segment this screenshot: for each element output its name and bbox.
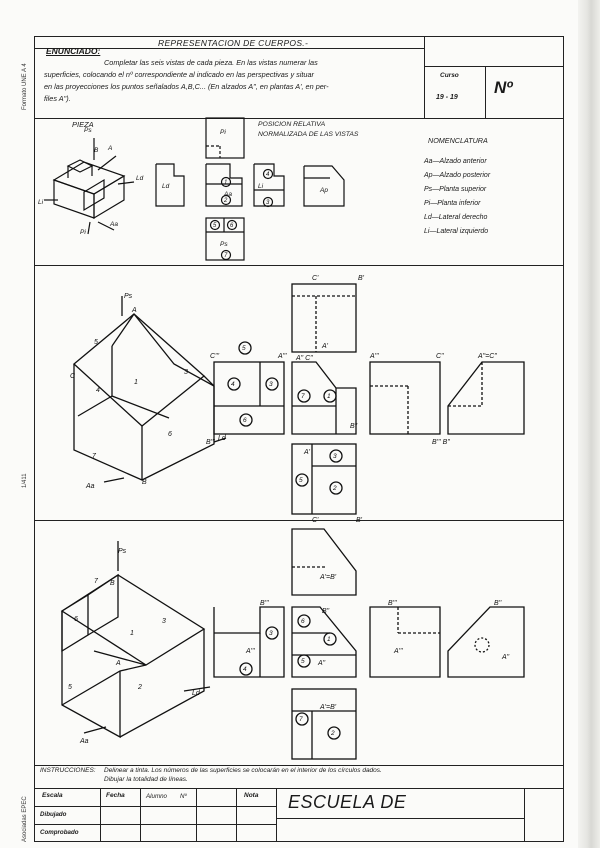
svg-text:6: 6: [230, 223, 234, 229]
page-title: REPRESENTACION DE CUERPOS.-: [158, 38, 309, 48]
curso-value: 19 - 19: [436, 94, 458, 101]
view-ps-label: Ps: [220, 241, 228, 248]
tb-row: [276, 818, 524, 819]
nomenclatura-item: Ps—Planta superior: [424, 186, 487, 193]
enunciado-line-4: files A").: [44, 94, 71, 103]
tb-alumno: Alumno: [146, 793, 167, 800]
svg-text:Ld: Ld: [192, 690, 200, 697]
svg-text:6: 6: [301, 618, 305, 625]
svg-text:3: 3: [269, 630, 273, 637]
view-ap-label: Ap: [320, 187, 328, 194]
tb-col: [140, 788, 141, 842]
svg-text:5: 5: [68, 684, 72, 691]
pieza-ld-label: Ld: [136, 175, 144, 182]
svg-text:Aa: Aa: [80, 738, 89, 745]
svg-text:Ps: Ps: [118, 548, 127, 555]
svg-text:A": A": [502, 654, 510, 661]
svg-text:7: 7: [94, 578, 98, 585]
tb-col: [524, 788, 525, 842]
svg-text:B''': B''': [388, 600, 397, 607]
svg-text:B": B": [322, 608, 330, 615]
title-block-top: [34, 788, 564, 789]
tb-school: ESCUELA DE: [288, 792, 407, 812]
view-pi-label: Pi: [220, 129, 226, 136]
svg-text:B''': B''': [260, 600, 269, 607]
svg-text:A": A": [318, 660, 326, 667]
pieza-point-a: A: [108, 145, 113, 152]
svg-text:B': B': [356, 517, 363, 524]
view-aa-label: Aa: [224, 191, 232, 198]
svg-text:1: 1: [327, 636, 331, 643]
nomenclatura-item: Ld—Lateral derecho: [424, 214, 488, 221]
svg-text:1: 1: [224, 180, 228, 186]
svg-text:A''': A''': [394, 648, 403, 655]
pieza-ps-label: Ps: [84, 127, 92, 134]
tb-col: [276, 788, 277, 842]
svg-text:Ld: Ld: [218, 435, 226, 442]
svg-text:B'': B'': [494, 600, 502, 607]
tb-row: [34, 824, 276, 825]
svg-text:4: 4: [231, 381, 235, 388]
svg-text:1: 1: [134, 379, 138, 386]
section-1-drawing: [34, 118, 424, 265]
pieza-li-label: Li: [38, 199, 44, 206]
svg-text:5: 5: [94, 339, 98, 346]
posicion-line-2: NORMALIZADA DE LAS VISTAS: [258, 131, 359, 138]
svg-text:Ps: Ps: [124, 293, 133, 300]
svg-text:7: 7: [299, 716, 303, 723]
view-li-label: Li: [258, 183, 264, 190]
instructions-label: INSTRUCCIONES:: [40, 767, 96, 774]
svg-text:7: 7: [301, 393, 305, 400]
svg-text:C''': C''': [210, 353, 220, 360]
svg-text:A'=B': A'=B': [320, 704, 337, 711]
pieza-point-b: B: [94, 147, 99, 154]
svg-text:B''' B": B''' B": [432, 439, 450, 446]
svg-text:5: 5: [301, 658, 305, 665]
svg-text:B''': B''': [206, 439, 215, 446]
svg-text:A"=C": A"=C": [478, 353, 497, 360]
pieza-aa-label: Aa: [110, 221, 118, 228]
svg-text:6: 6: [74, 616, 78, 623]
header-divider: [424, 36, 425, 118]
svg-text:4: 4: [96, 387, 100, 394]
section-2-drawing: [34, 266, 564, 524]
pieza-label: PIEZA: [72, 120, 94, 129]
svg-text:B: B: [142, 479, 147, 486]
tb-numero: Nº: [180, 793, 187, 800]
svg-text:B': B': [358, 275, 365, 282]
svg-text:3: 3: [269, 381, 273, 388]
nomenclatura-item: Aa—Alzado anterior: [424, 158, 487, 165]
svg-text:2: 2: [331, 730, 335, 737]
svg-text:5: 5: [299, 477, 303, 484]
svg-text:C'': C'': [436, 353, 444, 360]
svg-text:6: 6: [243, 417, 247, 424]
svg-text:1: 1: [130, 630, 134, 637]
side-label-format: Formato UNE A 4: [22, 63, 28, 110]
instructions-line-2: Dibujar la totalidad de líneas.: [104, 776, 188, 783]
svg-text:1: 1: [327, 393, 331, 400]
svg-text:B": B": [350, 423, 358, 430]
svg-text:A"': A"': [278, 353, 287, 360]
nomenclatura-item: Pi—Planta inferior: [424, 200, 481, 207]
instructions-line-1: Delinear a tinta. Los números de las superficies se colocarán en el interior de los círculos dados.: [104, 767, 382, 774]
tb-row: [34, 806, 276, 807]
tb-fecha: Fecha: [106, 792, 125, 799]
tb-dibujado: Dibujado: [40, 811, 67, 818]
svg-text:A: A: [132, 307, 137, 314]
header-curso-divider: [485, 66, 486, 118]
enunciado-line-2: superficies, colocando el nº correspondiente al indicado en las perspectivas y situar: [44, 70, 314, 79]
svg-text:A': A': [322, 343, 329, 350]
section-3-drawing: [34, 521, 564, 765]
svg-text:4: 4: [243, 666, 247, 673]
view-ld-label: Ld: [162, 183, 170, 190]
svg-text:A" C": A" C": [296, 355, 313, 362]
svg-text:2: 2: [333, 485, 337, 492]
side-label-bottom: Asociadas EPEC: [22, 796, 28, 842]
example-piece-iso: [44, 138, 134, 234]
svg-text:6: 6: [168, 431, 172, 438]
svg-text:A''': A''': [370, 353, 379, 360]
tb-comprobado: Comprobado: [40, 829, 79, 836]
svg-text:A''': A''': [246, 648, 255, 655]
svg-text:5: 5: [242, 345, 246, 352]
tb-col: [236, 788, 237, 842]
svg-text:C': C': [312, 517, 319, 524]
svg-text:B: B: [110, 580, 115, 587]
svg-text:5: 5: [213, 223, 217, 229]
nomenclatura-title: NOMENCLATURA: [428, 136, 488, 145]
side-label-number: 1/411: [22, 473, 28, 488]
posicion-line-1: POSICION RELATIVA: [258, 121, 326, 128]
pieza-pi-label: Pi: [80, 229, 86, 236]
svg-text:3: 3: [162, 618, 166, 625]
svg-text:2: 2: [224, 198, 228, 204]
svg-text:4: 4: [266, 172, 270, 178]
curso-label: Curso: [440, 72, 459, 79]
svg-text:A: A: [116, 660, 121, 667]
tb-nota: Nota: [244, 792, 259, 799]
numero-label: Nº: [494, 78, 513, 97]
svg-text:7: 7: [92, 453, 96, 460]
svg-text:3: 3: [266, 200, 270, 206]
enunciado-line-1: Completar las seis vistas de cada pieza. En las vistas numerar las: [104, 58, 318, 67]
tb-col: [196, 788, 197, 842]
header-curso-top: [424, 66, 564, 67]
tb-escala: Escala: [42, 792, 63, 799]
svg-text:C': C': [312, 275, 319, 282]
svg-text:Aa: Aa: [86, 483, 95, 490]
enunciado-label: ENUNCIADO:: [46, 46, 101, 56]
svg-text:A'=B': A'=B': [320, 574, 337, 581]
svg-text:7: 7: [224, 253, 228, 259]
scan-edge-shadow: [578, 0, 600, 848]
nomenclatura-item: Ap—Alzado posterior: [424, 172, 491, 179]
svg-text:3: 3: [184, 369, 188, 376]
svg-text:3: 3: [333, 453, 337, 460]
enunciado-line-3: en las proyecciones los puntos señalados A,B,C... (En alzados A", en plantas A', en per-: [44, 82, 329, 91]
nomenclatura-item: Li—Lateral izquierdo: [424, 228, 489, 235]
tb-col: [100, 788, 101, 842]
svg-text:2: 2: [138, 684, 142, 691]
svg-text:C: C: [70, 373, 76, 380]
svg-text:A': A': [304, 449, 311, 456]
section-3-bottom: [34, 765, 564, 766]
